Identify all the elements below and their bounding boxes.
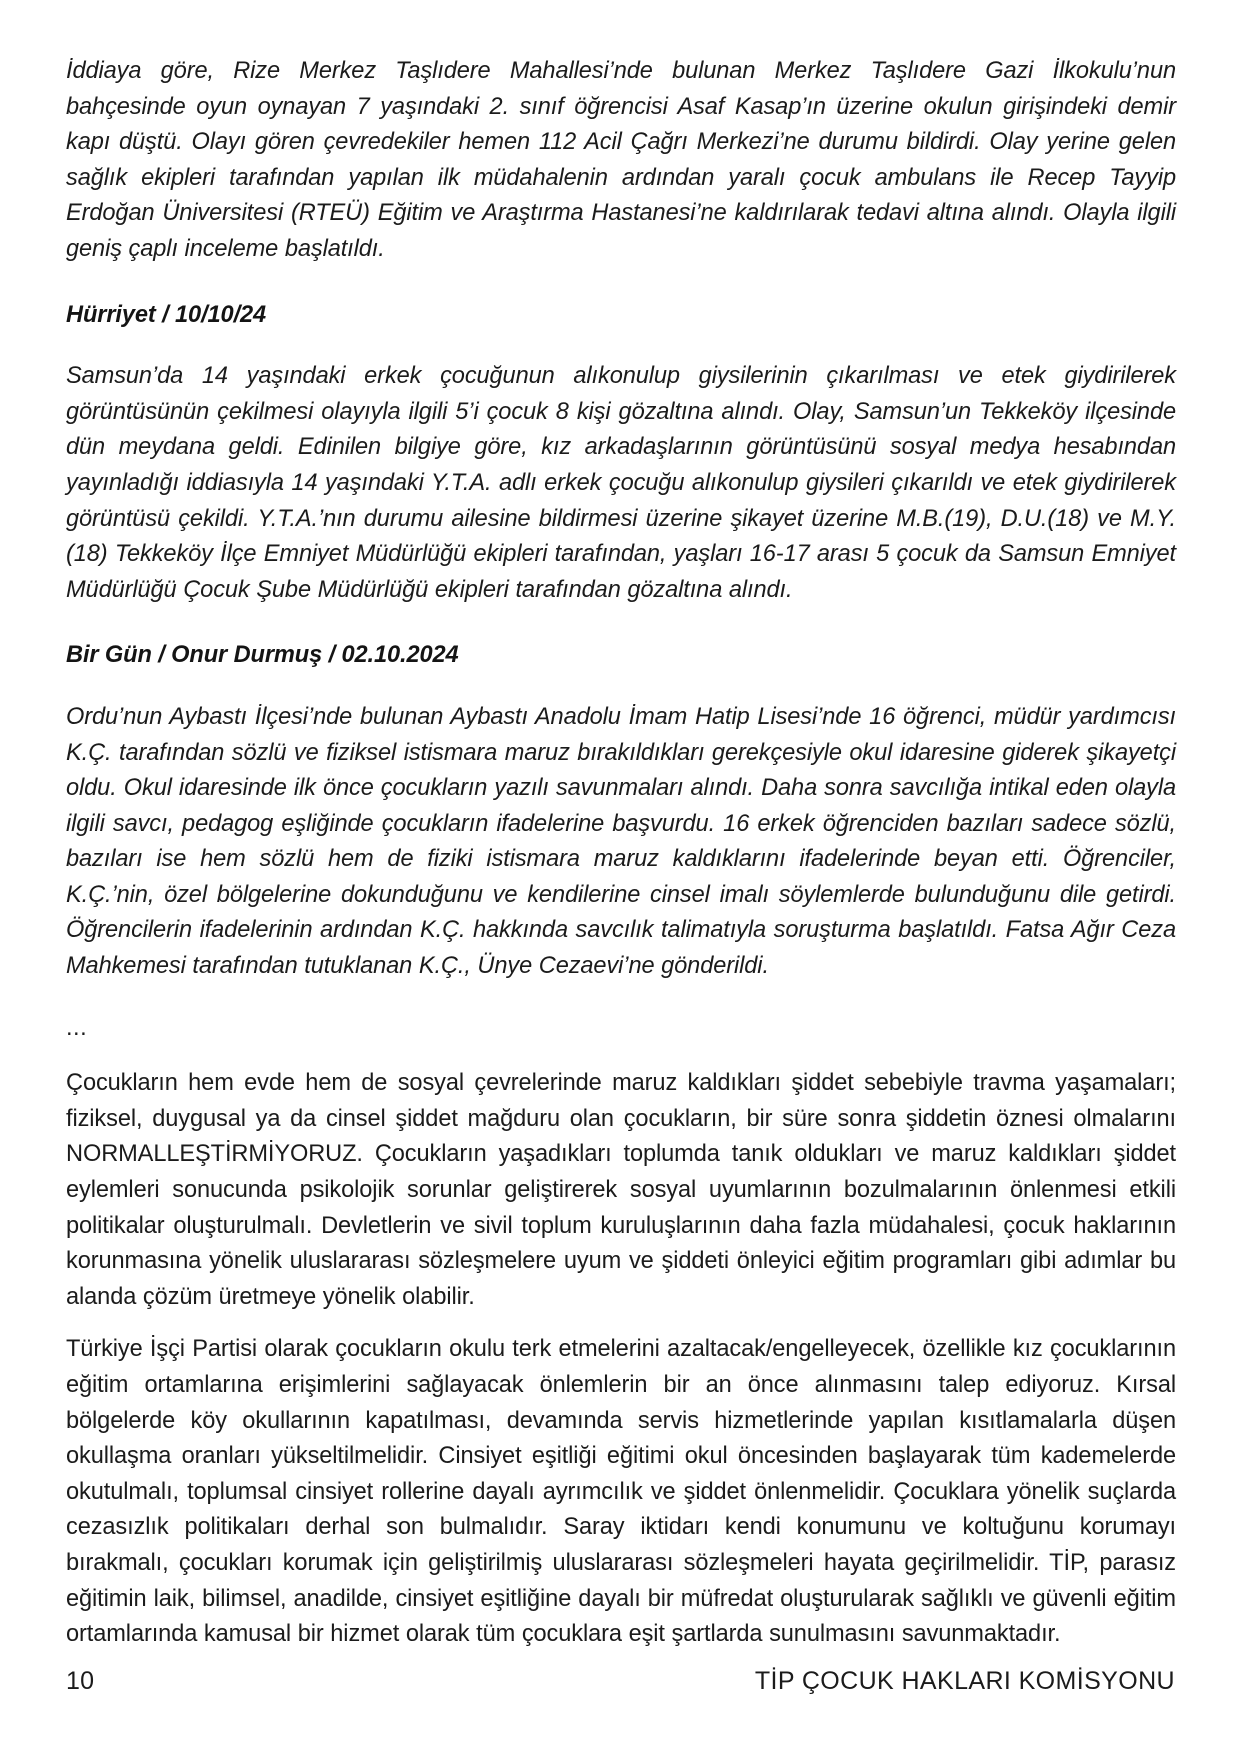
news-excerpt-body-3: Ordu’nun Aybastı İlçesi’nde bulunan Aybastı Anadolu İmam Hatip Lisesi’nde 16 öğrenci, müdür yardımcısı K.Ç. tarafından sözlü ve fiziksel istismara maruz bırakıldıkları gerekçesiyle okul idaresine giderek şikayetçi oldu. Okul idaresinde ilk önce çocukların yazılı savunmaları alındı. Daha sonra savcılığa intikal eden olayla ilgili savcı, pedagog eşliğinde çocukların ifadelerine başvurdu. 16 erkek öğrenciden bazıları sadece sözlü, bazıları ise hem sözlü hem de fiziki istismara maruz kaldıklarını ifadelerinde beyan etti. Öğrenciler, K.Ç.’nin, özel bölgelerine dokunduğunu ve kendilerine cinsel imalı söylemlerde bulunduğunu dile getirdi. Öğrencilerin ifadelerinin ardından K.Ç. hakkında savcılık talimatıyla soruşturma başlatıldı. Fatsa Ağır Ceza Mahkemesi tarafından tutuklanan K.Ç., Ünye Cezaevi’ne gönderildi. — [66, 703, 1176, 980]
footer-organization-name: TİP ÇOCUK HAKLARI KOMİSYONU — [754, 1667, 1175, 1695]
news-excerpt-body-2: Samsun’da 14 yaşındaki erkek çocuğunun alıkonulup giysilerinin çıkarılması ve etek giydirilerek görüntüsünün çekilmesi olayıyla ilgili 5’i çocuk 8 kişi gözaltına alındı. Olay, Samsun’un Tekkeköy ilçesinde dün meydana geldi. Edinilen bilgiye göre, kız arkadaşlarının görüntüsünü sosyal medya hesabından yayınladığı iddiasıyla 14 yaşındaki Y.T.A. adlı erkek çocuğu alıkonulup giysileri çıkarıldı ve etek giydirilerek görüntüsü çekildi. Y.T.A.’nın durumu ailesine bildirmesi üzerine şikayet üzerine M.B.(19), D.U.(18) ve M.Y.(18) Tekkeköy İlçe Emniyet Müdürlüğü ekipleri tarafından, yaşları 16-17 arası 5 çocuk da Samsun Emniyet Müdürlüğü Çocuk Şube Müdürlüğü ekipleri tarafından gözaltına alındı. — [66, 363, 1176, 603]
news-source-heading-hurriyet: Hürriyet / 10/10/24 — [66, 301, 267, 328]
commentary-paragraph-2: Türkiye İşçi Partisi olarak çocukların okulu terk etmelerini azaltacak/engelleyecek, özellikle kız çocuklarının eğitim ortamlarına erişimlerini sağlayacak önlemlerin bir an önce alınmasını talep ediyoruz. Kırsal bölgelerde köy okullarının kapatılması, devamında servis hizmetlerinde yapılan kısıtlamalarla düşen okullaşma oranları yükseltilmelidir. Cinsiyet eşitliği eğitimi okul öncesinden başlayarak tüm kademelerde okutulmalı, toplumsal cinsiyet rollerine dayalı ayrımcılık ve şiddet önlenmelidir. Çocuklara yönelik suçlarda cezasızlık politikaları derhal son bulmalıdır. Saray iktidarı kendi konumunu ve koltuğunu korumayı bırakmalı, çocukları korumak için geliştirilmiş uluslararası sözleşmeleri hayata geçirilmelidir. TİP, parasız eğitimin laik, bilimsel, anadilde, cinsiyet eşitliğine dayalı bir müfredat oluşturularak sağlıklı ve güvenli eğitim ortamlarında kamusal bir hizmet olarak tüm çocuklara eşit şartlarda sunulmasını savunmaktadır. — [66, 1336, 1176, 1648]
commentary-paragraph-1: Çocukların hem evde hem de sosyal çevrelerinde maruz kaldıkları şiddet sebebiyle travma yaşamaları; fiziksel, duygusal ya da cinsel şiddet mağduru olan çocukların, bir süre sonra şiddetin öznesi olmalarını NORMALLEŞTİRMİYORUZ. Çocukların yaşadıkları toplumda tanık oldukları ve maruz kaldıkları şiddet eylemleri sonucunda psikolojik sorunlar geliştirerek sosyal uyumlarının bozulmalarının önlenmesi etkili politikalar oluşturulmalı. Devletlerin ve sivil toplum kuruluşlarının daha fazla müdahalesi, çocuk haklarının korunmasına yönelik uluslararası sözleşmelere uyum ve şiddeti önleyici eğitim programları gibi adımlar bu alanda çözüm üretmeye yönelik olabilir. — [66, 1070, 1176, 1310]
news-excerpt-body-1: İddiaya göre, Rize Merkez Taşlıdere Mahallesi’nde bulunan Merkez Taşlıdere Gazi İlkokulu’nun bahçesinde oyun oynayan 7 yaşındaki 2. sınıf öğrencisi Asaf Kasap’ın üzerine okulun girişindeki demir kapı düştü. Olayı gören çevredekiler hemen 112 Acil Çağrı Merkezi’ne durumu bildirdi. Olay yerine gelen sağlık ekipleri tarafından yapılan ilk müdahalenin ardından yaralı çocuk ambulans ile Recep Tayyip Erdoğan Üniversitesi (RTEÜ) Eğitim ve Araştırma Hastanesi’ne kaldırılarak tedavi altına alındı. Olayla ilgili geniş çaplı inceleme başlatıldı. — [66, 58, 1176, 262]
section-ellipsis-separator: ... — [66, 1014, 88, 1041]
news-source-heading-birgun: Bir Gün / Onur Durmuş / 02.10.2024 — [66, 642, 459, 669]
page-footer — [66, 1664, 1175, 1698]
footer-page-number: 10 — [66, 1667, 95, 1695]
page-content — [66, 54, 1176, 1653]
